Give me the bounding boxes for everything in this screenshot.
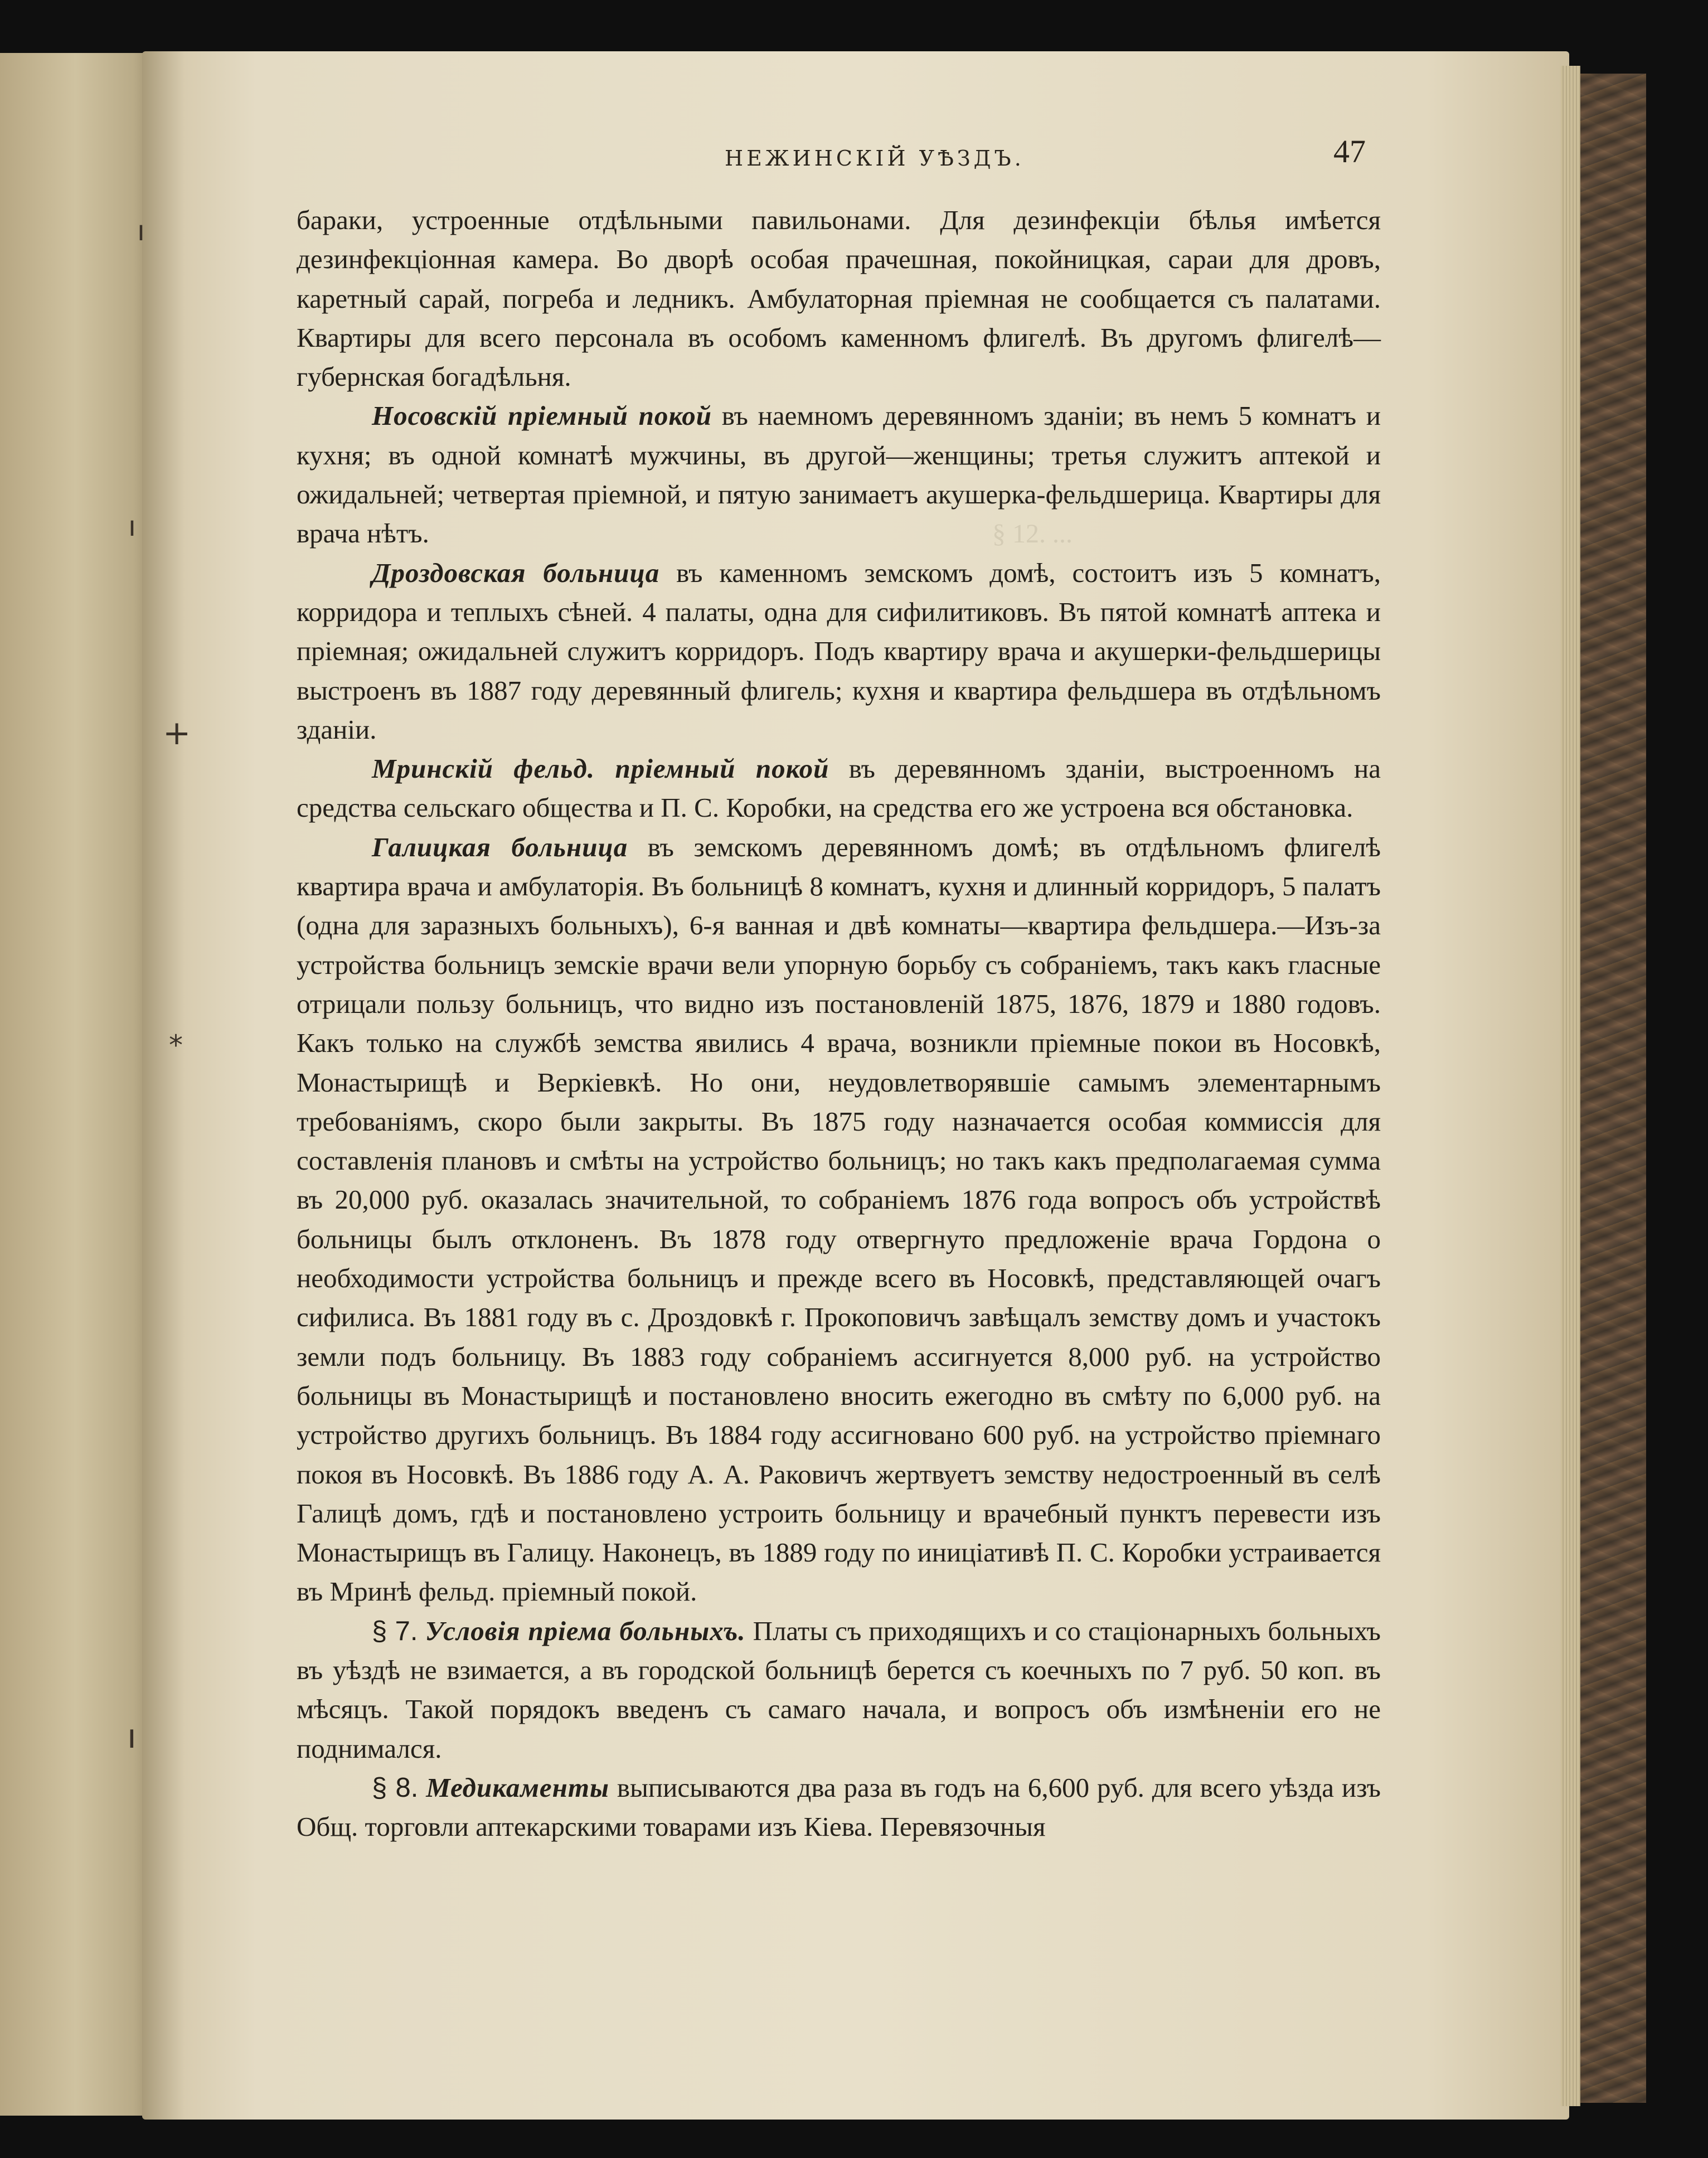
paragraph-nosovka-reception [297, 396, 1381, 553]
paragraph-heading: Мринскій фельд. пріемный покой [372, 753, 829, 784]
margin-tick-mark: ı [127, 1717, 137, 1756]
paragraph-text: выписываются два раза въ годъ на 6,600 руб. для всего уѣзда изъ Общ. торговли аптекарскими товарами изъ Кіева. Перевязочныя [297, 1772, 1381, 1842]
bleed-through-text: § 12. ... [992, 519, 1073, 549]
paragraph-drozdovka-hospital [297, 554, 1381, 749]
paragraph-heading: Условія пріема больныхъ. [425, 1615, 746, 1646]
margin-tick-mark: ı [137, 215, 145, 247]
paragraph-galitsa-hospital [297, 828, 1381, 1612]
paragraph-text: бараки, устроенные отдѣльными павильонами. Для дезинфекціи бѣлья имѣется дезинфекціонная камера. Во дворѣ особая прачешная, покойницкая, сараи для дровъ, каретный сарай, погреба и ледникъ. Амбулаторная пріемная не сообщается съ палатами. Квартиры для всего персонала въ особомъ каменномъ флигелѣ. Въ другомъ флигелѣ—губернская богадѣльня. [297, 205, 1381, 392]
paragraph-text: въ каменномъ земскомъ домѣ, состоитъ изъ 5 комнатъ, корридора и теплыхъ сѣней. 4 палаты, одна для сифилитиковъ. Въ пятой комнатѣ аптека и пріемная; ожидальней служитъ корридоръ. Подъ квартиру врача и акушерки-фельдшерицы выстроенъ въ 1887 году деревянный флигель; кухня и квартира фельдшера въ отдѣльномъ зданіи. [297, 557, 1381, 745]
paragraph-heading: Дроздовская больница [372, 557, 660, 588]
page-number: 47 [1333, 133, 1366, 169]
paragraph-heading: Галицкая больница [372, 831, 628, 862]
paragraph-text: въ земскомъ деревянномъ домѣ; въ отдѣльномъ флигелѣ квартира врача и амбулаторія. Въ больницѣ 8 комнатъ, кухня и длинный корридоръ, 5 палатъ (одна для заразныхъ больныхъ), 6-я ванная и двѣ комнаты—квартира фельдшера.—Изъ-за устройства больницъ земскіе врачи вели упорную борьбу съ собраніемъ, такъ какъ гласные отрицали пользу больницъ, что видно изъ постановленій 1875, 1876, 1879 и 1880 годовъ. Какъ только на службѣ земства явились 4 врача, возникли пріемные покои въ Носовкѣ, Монастырищѣ и Веркіевкѣ. Но они, неудовлетворявшіе самымъ элементарнымъ требованіямъ, скоро были закрыты. Въ 1875 году назначается особая коммиссія для составленія плановъ и смѣты на устройство больницъ; но такъ какъ предполагаемая сумма въ 20,000 руб. оказалась значительной, то собраніемъ 1876 года вопросъ объ устройствѣ больницы былъ отклоненъ. Въ 1878 году отвергнуто предложеніе врача Гордона о необходимости устройства больницъ и прежде всего въ Носовкѣ, представляющей очагъ сифилиса. Въ 1881 году въ с. Дроздовкѣ г. Прокоповичъ завѣщалъ земству домъ и участокъ земли подъ больницу. Въ 1883 году собраніемъ ассигнуется 8,000 руб. на устройство больницы въ Монастырищѣ и постановлено вносить ежегодно въ смѣту по 6,000 руб. на устройство другихъ больницъ. Въ 1884 году ассигновано 600 руб. на устройство пріемнаго покоя въ Носовкѣ. Въ 1886 году А. А. Раковичъ жертвуетъ земству недостроенный въ селѣ Галицѣ домъ, гдѣ и постановлено устроить больницу и врачебный пунктъ перевести изъ Монастырищъ въ Галицу. Наконецъ, въ 1889 году по иниціативѣ П. С. Коробки устраивается въ Мринѣ фельд. пріемный покой. [297, 831, 1381, 1607]
section-number: § 8. [372, 1772, 419, 1803]
margin-tick-mark: ⁎ [169, 1020, 183, 1053]
paragraph-mrin-reception [297, 749, 1381, 828]
paragraph-hospital-barracks [297, 201, 1381, 396]
paragraph-heading: Носовскій пріемный покой [372, 400, 712, 431]
section-number: § 7. [372, 1616, 418, 1646]
paragraph-text: въ деревянномъ зданіи, выстроенномъ на средства сельскаго общества и П. С. Коробки, на средства его же устроена вся обстановка. [297, 753, 1381, 823]
margin-cross-mark: + [163, 714, 191, 753]
page-stack-edge [1561, 66, 1580, 2106]
running-title: НЕЖИНСКІЙ УѢЗДЪ. [725, 146, 1025, 171]
paragraph-section-7 [297, 1612, 1381, 1768]
margin-tick-mark: ı [128, 510, 136, 542]
marbled-endpaper [1580, 74, 1646, 2103]
paragraph-text: Платы съ приходящихъ и со стаціонарныхъ больныхъ въ уѣздѣ не взимается, а въ городской больницѣ берется съ коечныхъ по 7 руб. 50 коп. въ мѣсяцъ. Такой порядокъ введенъ съ самаго начала, и вопросъ объ измѣненіи его не поднимался. [297, 1615, 1381, 1764]
paragraph-heading: Медикаменты [426, 1772, 609, 1803]
paragraph-text: въ наемномъ деревянномъ зданіи; въ немъ 5 комнатъ и кухня; въ одной комнатѣ мужчины, въ другой—женщины; третья служитъ аптекой и ожидальней; четвертая пріемной, и пятую занимаетъ акушерка-фельдшерица. Квартиры для врача нѣтъ. [297, 400, 1381, 549]
page-body [297, 201, 1381, 1846]
paragraph-section-8 [297, 1768, 1381, 1847]
